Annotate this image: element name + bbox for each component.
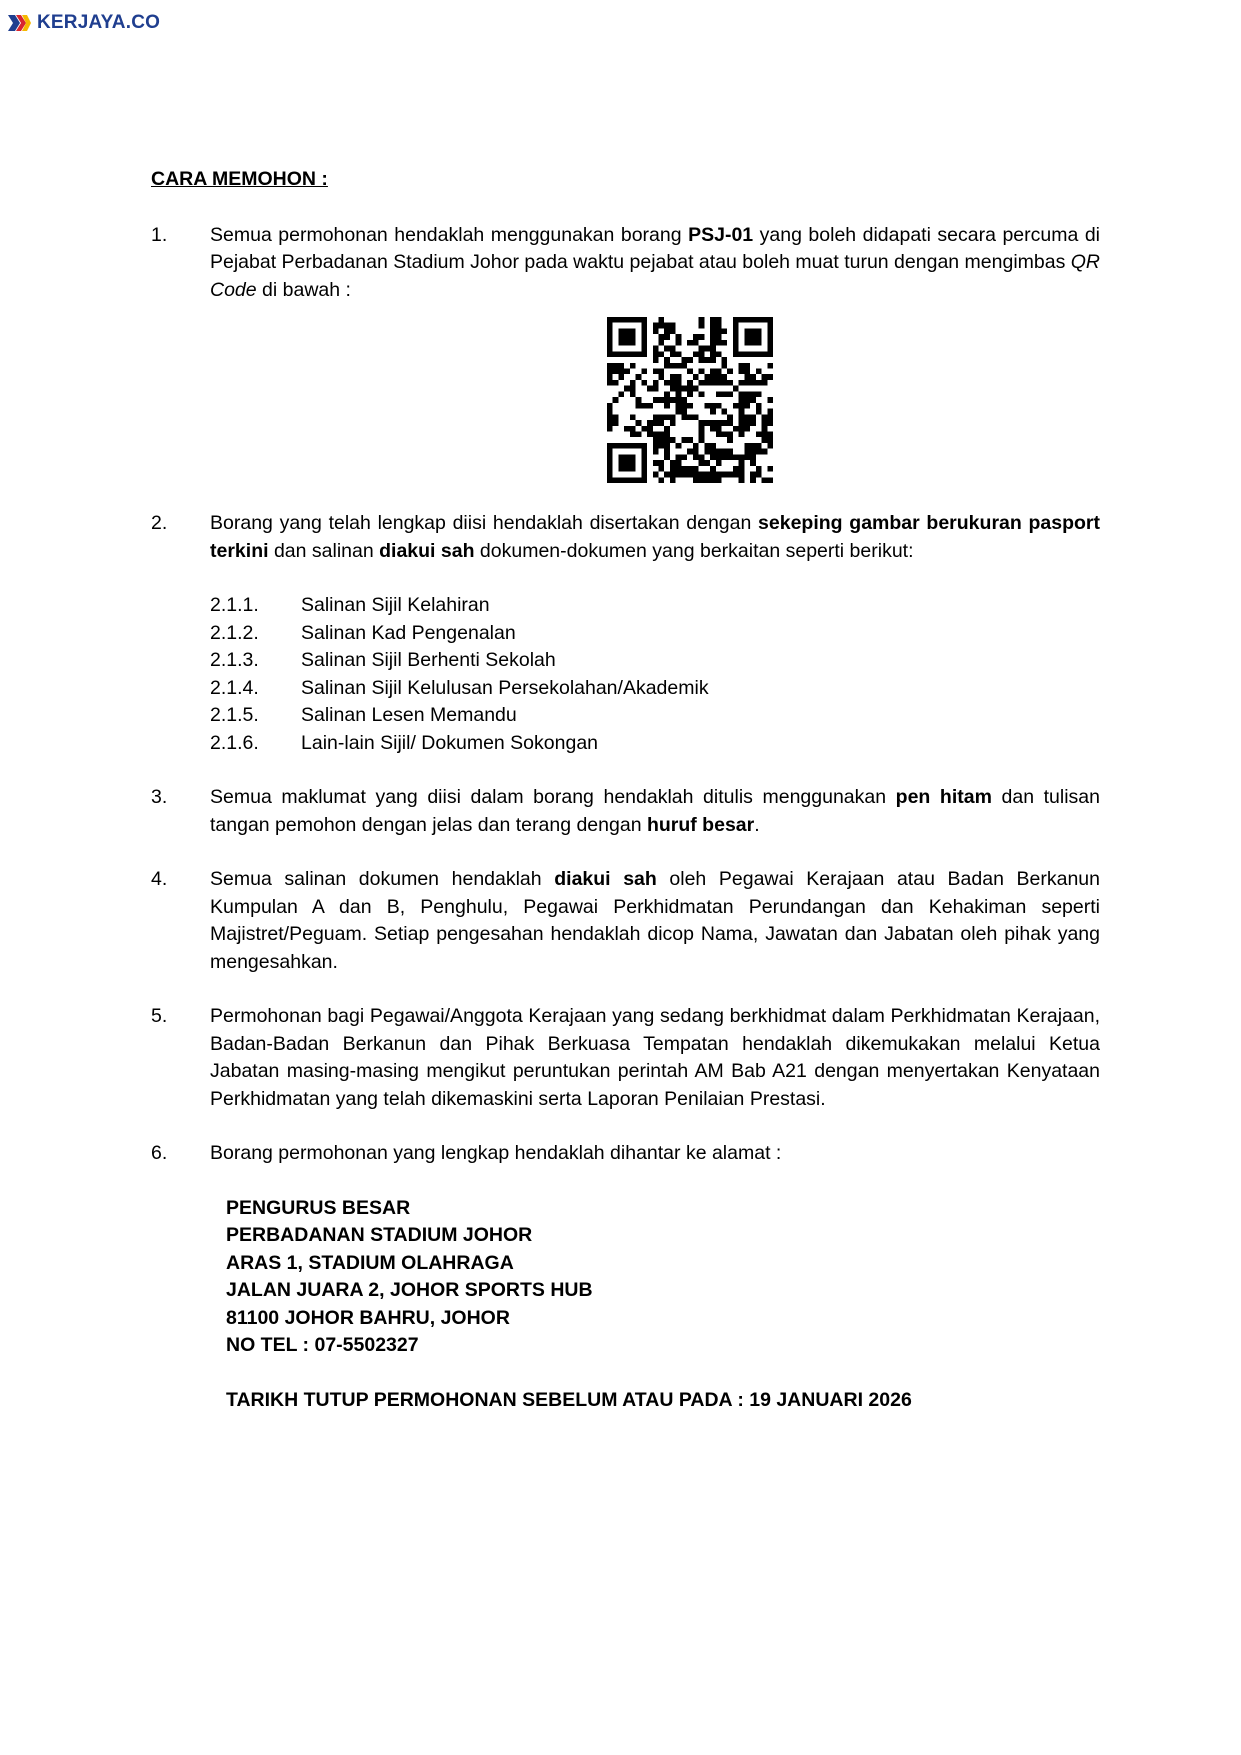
- document-body: [151, 166, 1100, 1414]
- item-number: 6.: [151, 1142, 168, 1164]
- list-item: [151, 784, 1100, 839]
- brand-name: KERJAYA.CO: [37, 12, 161, 33]
- list-item: [151, 866, 1100, 976]
- item-number: 5.: [151, 1005, 168, 1027]
- item-number: 2.: [151, 512, 168, 534]
- mailing-address: [210, 1195, 1100, 1360]
- sublist-item: 2.1.3. Salinan Sijil Berhenti Sekolah: [210, 649, 556, 671]
- address-line: PENGURUS BESAR: [226, 1196, 411, 1219]
- kerjaya-logo-icon: [6, 11, 32, 35]
- address-line: 81100 JOHOR BAHRU, JOHOR: [226, 1306, 510, 1329]
- sublist-item: 2.1.1. Salinan Sijil Kelahiran: [210, 594, 490, 616]
- item-text: Semua salinan dokumen hendaklah diakui sah oleh Pegawai Kerajaan atau Badan Berkanun Kumpulan A dan B, Penghulu, Pegawai Perkhidmatan Perundangan dan Kehakiman seperti Majistret/Peguam. Setiap pengesahan hendaklah dicop Nama, Jawatan dan Jabatan oleh pihak yang mengesahkan.: [210, 868, 1100, 973]
- item-number: 1.: [151, 223, 168, 246]
- address-line: PERBADANAN STADIUM JOHOR: [226, 1224, 533, 1246]
- section-heading: CARA MEMOHON :: [151, 168, 328, 190]
- address-line: NO TEL : 07-5502327: [226, 1334, 419, 1356]
- item-text: Semua permohonan hendaklah menggunakan borang PSJ-01 yang boleh didapati secara percuma di Pejabat Perbadanan Stadium Johor pada waktu pejabat atau boleh muat turun dengan mengimbas QR Code di bawah :: [210, 223, 1101, 301]
- document-sublist: [210, 592, 1100, 757]
- list-item: [151, 1003, 1100, 1113]
- item-text: Permohonan bagi Pegawai/Anggota Kerajaan yang sedang berkhidmat dalam Perkhidmatan Kerajaan, Badan-Badan Berkanun dan Pihak Berkuasa Tempatan hendaklah dikemukakan melalui Ketua Jabatan masing-masing mengikut peruntukan perintah AM Bab A21 dengan menyertakan Kenyataan Perkhidmatan yang telah dikemaskini serta Laporan Penilaian Prestasi.: [210, 1005, 1100, 1110]
- sublist-item: 2.1.5. Salinan Lesen Memandu: [210, 704, 517, 726]
- address-line: ARAS 1, STADIUM OLAHRAGA: [226, 1251, 514, 1274]
- brand-logo: [6, 10, 160, 36]
- item-number: 4.: [151, 868, 168, 890]
- qr-code-icon: [607, 317, 773, 483]
- item-text: Borang yang telah lengkap diisi hendaklah disertakan dengan sekeping gambar berukuran pasport terkini dan salinan diakui sah dokumen-dokumen yang berkaitan seperti berikut:: [210, 512, 1101, 562]
- item-text: Semua maklumat yang diisi dalam borang hendaklah ditulis menggunakan pen hitam dan tulisan tangan pemohon dengan jelas dan terang dengan huruf besar.: [210, 786, 1100, 836]
- address-line: JALAN JUARA 2, JOHOR SPORTS HUB: [226, 1279, 593, 1301]
- item-text: Borang permohonan yang lengkap hendaklah dihantar ke alamat :: [210, 1142, 782, 1164]
- sublist-item: 2.1.6. Lain-lain Sijil/ Dokumen Sokongan: [210, 731, 599, 754]
- sublist-item: 2.1.4. Salinan Sijil Kelulusan Persekolahan/Akademik: [210, 676, 709, 699]
- list-item: [151, 222, 1100, 484]
- list-item: [151, 510, 1100, 757]
- sublist-item: 2.1.2. Salinan Kad Pengenalan: [210, 621, 516, 644]
- closing-date: TARIKH TUTUP PERMOHONAN SEBELUM ATAU PADA : 19 JANUARI 2026: [226, 1388, 912, 1411]
- item-number: 3.: [151, 786, 168, 808]
- list-item: [151, 1140, 1100, 1414]
